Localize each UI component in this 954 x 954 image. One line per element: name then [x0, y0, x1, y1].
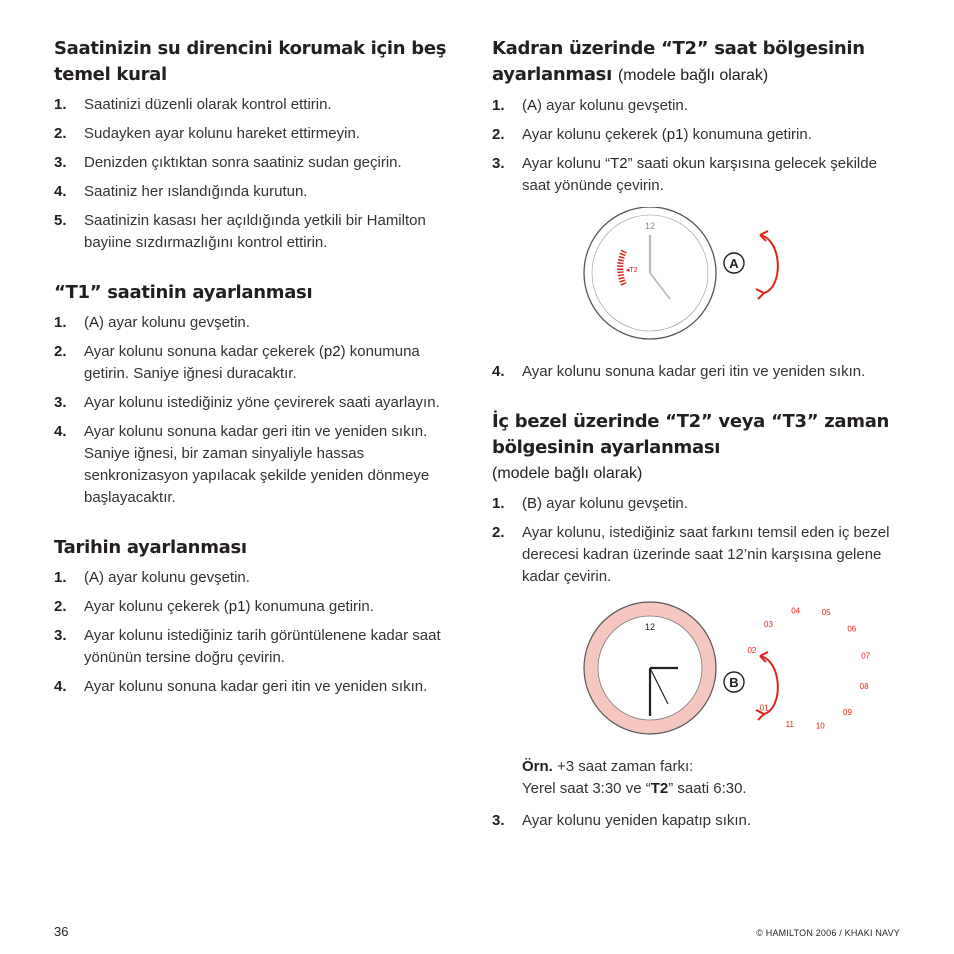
bezel-number: 07	[861, 651, 871, 661]
copyright: © HAMILTON 2006 / KHAKI NAVY	[756, 928, 900, 938]
bezel-illustration	[492, 600, 904, 738]
left-column	[54, 36, 464, 724]
list-item: 1. Saatinizi düzenli olarak kontrol ettirin.	[54, 96, 332, 113]
twelve-marker: 12	[644, 221, 656, 231]
list-item: 5. Saatinizin kasası her açıldığında yetkili bir Hamilton bayiine sızdırmazlığını kontrol ettirin.	[54, 212, 426, 251]
bezel-number: 08	[859, 682, 869, 692]
section-t1-setting	[54, 280, 464, 509]
section-title: İç bezel üzerinde “T2” veya “T3” zaman bölgesinin ayarlanması (modele bağlı olarak)	[492, 411, 890, 482]
section-title: Saatinizin su direncini korumak için beş temel kural	[54, 38, 447, 85]
list-item: 2. Ayar kolunu, istediğiniz saat farkını temsil eden iç bezel derecesi kadran üzerinde saat 12’nin karşısına gelene kadar çevirin.	[492, 524, 890, 585]
steps-list-continued	[492, 361, 904, 383]
list-item: 1. (B) ayar kolunu gevşetin.	[492, 495, 688, 512]
twelve-marker: 12	[644, 622, 656, 632]
list-item: 3. Denizden çıktıktan sonra saatiniz sudan geçirin.	[54, 154, 402, 171]
bezel-number: 01	[759, 703, 769, 713]
steps-list	[54, 312, 464, 509]
bezel-number: 05	[821, 607, 831, 617]
list-item: 4. Ayar kolunu sonuna kadar geri itin ve yeniden sıkın. Saniye iğnesi, bir zaman sinyaliyle hassas senkronizasyon yapılacak şekilde yeniden dönmeye başlayacaktır.	[54, 423, 430, 506]
list-item: 3. Ayar kolunu “T2” saati okun karşısına gelecek şekilde saat yönünde çevirin.	[492, 155, 877, 194]
rules-list	[54, 94, 464, 254]
crown-a-label: A	[729, 256, 739, 271]
page-number: 36	[54, 924, 69, 939]
list-item: 4. Ayar kolunu sonuna kadar geri itin ve yeniden sıkın.	[492, 363, 866, 380]
t2-dial-diagram	[492, 207, 904, 343]
bezel-number: 11	[785, 720, 794, 730]
section-title: Kadran üzerinde “T2” saat bölgesinin ayarlanması (modele bağlı olarak)	[492, 38, 865, 85]
bezel-number: 06	[847, 624, 857, 634]
list-item: 4. Saatiniz her ıslandığında kurutun.	[54, 183, 308, 200]
steps-list	[54, 567, 464, 698]
bezel-number: 02	[747, 645, 757, 655]
watch-dial-illustration	[492, 207, 904, 343]
section-title: Tarihin ayarlanması	[54, 537, 247, 558]
bezel-number: 09	[843, 707, 852, 717]
section-water-resistance	[54, 36, 464, 254]
crown-b-label: B	[729, 675, 739, 690]
bezel-number: 04	[791, 606, 801, 616]
list-item: 2. Sudayken ayar kolunu hareket ettirmeyin.	[54, 125, 360, 142]
section-date-setting	[54, 535, 464, 698]
list-item: 3. Ayar kolunu istediğiniz yöne çevirerek saati ayarlayın.	[54, 394, 440, 411]
list-item: 2. Ayar kolunu çekerek (p1) konumuna getirin.	[492, 126, 812, 143]
example-note: Örn. +3 saat zaman farkı: Yerel saat 3:30 ve “T2” saati 6:30.	[522, 758, 747, 797]
steps-list	[492, 95, 904, 197]
list-item: 1. (A) ayar kolunu gevşetin.	[54, 569, 250, 586]
section-title: “T1” saatinin ayarlanması	[54, 282, 313, 303]
list-item: 2. Ayar kolunu çekerek (p1) konumuna getirin.	[54, 598, 374, 615]
bezel-diagram	[492, 600, 904, 738]
list-item: 2. Ayar kolunu sonuna kadar çekerek (p2) konumuna getirin. Saniye iğnesi duracaktır.	[54, 343, 420, 382]
list-item: 3. Ayar kolunu yeniden kapatıp sıkın.	[492, 812, 752, 829]
section-t2-dial	[492, 36, 904, 383]
steps-list	[492, 493, 904, 588]
bezel-number: 03	[764, 620, 773, 630]
list-item: 1. (A) ayar kolunu gevşetin.	[492, 97, 688, 114]
t2-arrow-label: ◂T2	[626, 267, 638, 274]
steps-list-continued	[492, 810, 904, 832]
list-item: 3. Ayar kolunu istediğiniz tarih görüntülenene kadar saat yönünün tersine doğru çevirin.	[54, 627, 441, 666]
right-column	[492, 36, 904, 858]
list-item: 4. Ayar kolunu sonuna kadar geri itin ve yeniden sıkın.	[54, 678, 428, 695]
bezel-number: 10	[815, 721, 825, 731]
section-inner-bezel	[492, 409, 904, 832]
list-item: 1. (A) ayar kolunu gevşetin.	[54, 314, 250, 331]
